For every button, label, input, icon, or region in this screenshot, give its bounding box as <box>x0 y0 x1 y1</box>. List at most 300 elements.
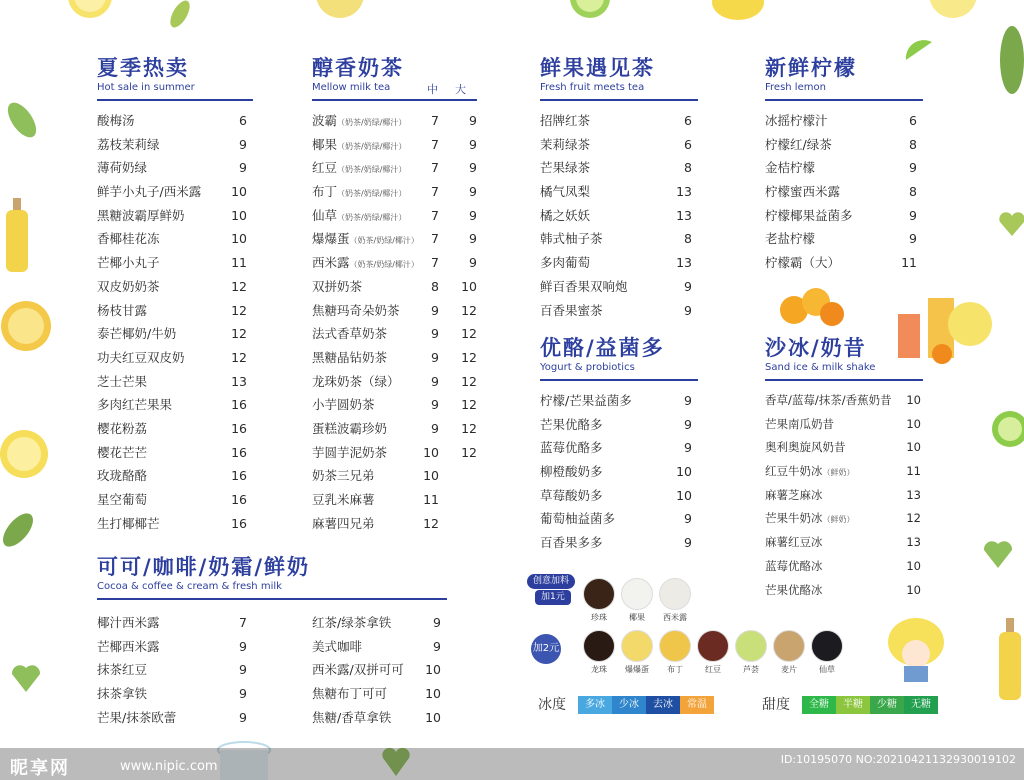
item-name-text: 老盐柠檬 <box>765 231 816 247</box>
item-price: 16 <box>231 444 247 460</box>
item-price: 9 <box>239 160 247 176</box>
topping-name: 爆爆蛋 <box>625 665 649 674</box>
item-name-text: 椰果 <box>312 136 338 152</box>
menu-item <box>97 156 253 180</box>
menu-item <box>312 370 477 394</box>
item-name-text: 龙珠奶茶（绿） <box>312 373 400 389</box>
item-name <box>97 417 147 441</box>
item-name-text: 柠檬红/绿茶 <box>765 136 832 152</box>
section-divider <box>765 379 923 381</box>
lemon-slice-left-2-icon <box>0 428 52 480</box>
watermark-url: www.nipic.com <box>120 759 218 774</box>
item-name-text: 芒果绿茶 <box>540 160 591 176</box>
item-price: 12 <box>231 326 247 342</box>
ice-level-label: 冰度 <box>538 697 566 713</box>
item-price: 8 <box>684 231 692 247</box>
item-name-text: 金桔柠檬 <box>765 160 816 176</box>
section-divider <box>540 99 698 101</box>
item-name <box>97 299 147 323</box>
size-medium-label: 中 <box>427 83 438 96</box>
item-price: 6 <box>684 113 692 128</box>
item-price-medium: 9 <box>431 302 439 318</box>
item-name <box>97 706 176 730</box>
item-price-large: 12 <box>461 420 477 436</box>
item-price: 10 <box>676 464 692 480</box>
item-price-large: 12 <box>461 326 477 342</box>
item-name <box>312 133 406 159</box>
item-price: 10 <box>231 184 247 200</box>
item-price-large: 9 <box>469 231 477 247</box>
item-name <box>97 346 185 370</box>
item-price: 10 <box>425 662 441 678</box>
item-price-large: 12 <box>461 397 477 413</box>
menu-item <box>97 133 253 157</box>
item-name-text: 焦糖/香草拿铁 <box>312 709 392 725</box>
lemon-slice-top-icon <box>300 0 380 20</box>
item-name <box>97 275 160 299</box>
item-price: 9 <box>433 615 441 630</box>
item-price: 8 <box>684 160 692 176</box>
menu-item <box>97 204 253 228</box>
menu-item <box>97 275 253 299</box>
topping-name: 麦片 <box>781 665 797 674</box>
menu-item <box>97 441 253 465</box>
item-price-medium: 9 <box>431 373 439 389</box>
item-price-large: 12 <box>461 349 477 365</box>
item-name <box>540 133 590 157</box>
item-name-text: 多肉红芒果果 <box>97 397 173 413</box>
item-name-text: 芒椰小丸子 <box>97 255 160 271</box>
item-name-text: 焦糖玛奇朵奶茶 <box>312 302 400 318</box>
section-subtitle: Yogurt & probiotics <box>540 362 635 373</box>
item-name-text: 椰汁西米露 <box>97 615 160 630</box>
menu-item <box>312 346 477 370</box>
section-subtitle: Sand ice & milk shake <box>765 362 876 373</box>
menu-item <box>765 227 923 251</box>
topping-item <box>579 578 619 623</box>
menu-item <box>540 109 698 133</box>
item-name <box>765 460 855 485</box>
menu-item <box>765 180 923 204</box>
item-name <box>312 370 400 394</box>
menu-item <box>312 488 477 512</box>
item-price: 10 <box>231 231 247 247</box>
item-name <box>540 484 603 508</box>
menu-item <box>97 488 253 512</box>
menu-item <box>540 389 698 413</box>
item-name <box>765 484 823 508</box>
level-option[interactable]: 无糖 <box>904 696 938 714</box>
topping-item <box>807 630 847 675</box>
item-name <box>97 133 160 157</box>
item-price-medium: 7 <box>431 160 439 176</box>
item-name <box>97 322 176 346</box>
item-price-medium: 9 <box>431 326 439 342</box>
topping-name: 椰果 <box>629 613 645 622</box>
item-name <box>97 180 201 204</box>
menu-item <box>765 251 923 275</box>
menu-item <box>312 682 447 706</box>
menu-list <box>765 109 923 275</box>
menu-item <box>97 109 253 133</box>
item-price: 9 <box>684 416 692 432</box>
item-name <box>540 413 603 437</box>
menu-list-right <box>312 611 447 729</box>
item-price-large: 12 <box>461 373 477 389</box>
item-name-text: 酸梅汤 <box>97 113 135 128</box>
item-name <box>765 251 840 275</box>
topping-image <box>621 578 653 610</box>
sugar-level-label: 甜度 <box>762 697 790 713</box>
menu-item <box>97 682 253 706</box>
menu-item <box>312 611 447 635</box>
menu-item <box>540 180 698 204</box>
lime-slice-top-icon <box>565 0 615 22</box>
menu-list <box>312 109 477 535</box>
level-option[interactable]: 半糖 <box>836 696 870 714</box>
item-name <box>312 441 387 465</box>
item-price-medium: 8 <box>431 278 439 294</box>
item-name <box>765 436 846 460</box>
menu-item <box>97 370 253 394</box>
item-price-medium: 10 <box>423 468 439 484</box>
item-name-text: 薄荷奶绿 <box>97 160 148 176</box>
item-price-large: 12 <box>461 302 477 318</box>
item-name-text: 功夫红豆双皮奶 <box>97 349 185 365</box>
item-name-text: 奥利奥旋风奶昔 <box>765 440 846 455</box>
item-name-text: 樱花粉荔 <box>97 420 148 436</box>
item-price: 9 <box>239 638 247 654</box>
item-note: （奶茶/奶绿/椰汁） <box>349 260 419 270</box>
item-name-text: 蛋糕波霸珍奶 <box>312 420 388 436</box>
menu-item <box>765 531 923 555</box>
item-price: 10 <box>906 416 921 431</box>
item-price: 6 <box>909 113 917 128</box>
item-price-large: 10 <box>461 278 477 294</box>
menu-item <box>540 251 698 275</box>
item-name <box>540 389 632 413</box>
item-price-medium: 10 <box>423 444 439 460</box>
item-price: 9 <box>684 278 692 294</box>
item-price: 12 <box>906 511 921 526</box>
item-name-text: 爆爆蛋 <box>312 231 350 247</box>
heart-leaf-left-icon <box>8 660 44 694</box>
leaf-top-icon <box>160 0 200 34</box>
item-name <box>540 109 590 133</box>
section-summer <box>97 55 253 535</box>
menu-item <box>312 393 477 417</box>
item-price: 9 <box>239 709 247 725</box>
ice-level-selector <box>538 694 718 716</box>
item-note: （奶茶/奶绿/椰汁） <box>337 212 407 222</box>
menu-item <box>97 658 253 682</box>
item-name-text: 柠檬蜜西米露 <box>765 184 841 200</box>
menu-item <box>540 436 698 460</box>
item-name <box>312 658 404 682</box>
menu-item <box>540 531 698 555</box>
addons-tag: 创意加料 <box>527 574 575 589</box>
item-name <box>540 227 603 251</box>
menu-item <box>765 436 923 460</box>
item-name-text: 冰摇柠檬汁 <box>765 113 828 128</box>
section-cocoa <box>97 554 447 600</box>
item-name <box>540 531 603 555</box>
topping-name: 布丁 <box>667 665 683 674</box>
menu-item <box>97 611 253 635</box>
topping-image <box>583 630 615 662</box>
juice-bottle-right-icon <box>996 618 1024 702</box>
item-name-text: 双拼奶茶 <box>312 278 363 294</box>
item-price: 7 <box>239 615 247 630</box>
level-option[interactable]: 多冰 <box>578 696 612 714</box>
menu-item <box>97 417 253 441</box>
lemon-top-icon <box>708 0 768 26</box>
item-price: 13 <box>676 184 692 200</box>
sugar-level-selector <box>762 694 942 716</box>
menu-list <box>540 109 698 322</box>
item-price-medium: 7 <box>431 231 439 247</box>
item-price-large: 9 <box>469 255 477 271</box>
item-price-medium: 9 <box>431 349 439 365</box>
item-note: （奶茶/奶绿/椰汁） <box>349 236 419 246</box>
item-name-text: 荔枝茉莉绿 <box>97 136 160 152</box>
topping-name: 龙珠 <box>591 665 607 674</box>
item-note: （鲜奶） <box>822 468 855 478</box>
item-note: （奶茶/奶绿/椰汁） <box>337 141 407 151</box>
menu-item <box>312 322 477 346</box>
item-name <box>312 322 387 346</box>
item-price: 10 <box>676 487 692 503</box>
item-name-text: 杨枝甘露 <box>97 302 148 318</box>
item-name-text: 韩式柚子茶 <box>540 231 603 247</box>
menu-item <box>540 204 698 228</box>
addons-tier2-label: 加2元 <box>531 634 561 664</box>
item-name-text: 美式咖啡 <box>312 638 363 654</box>
item-name-text: 葡萄柚益菌多 <box>540 511 616 527</box>
juice-bottle-left-icon <box>2 198 32 276</box>
item-price: 10 <box>906 393 921 407</box>
menu-item <box>540 299 698 323</box>
menu-item <box>97 251 253 275</box>
item-price: 13 <box>231 373 247 389</box>
item-name <box>97 464 147 488</box>
watermark-logo: 昵享网 <box>10 758 70 779</box>
item-name-text: 鲜芋小丸子/西米露 <box>97 184 202 200</box>
item-name <box>540 275 628 299</box>
item-price-large: 9 <box>469 184 477 200</box>
item-name <box>765 180 840 204</box>
item-name-text: 星空葡萄 <box>97 492 148 507</box>
menu-item <box>312 109 477 133</box>
menu-item <box>312 227 477 251</box>
topping-image <box>811 630 843 662</box>
addons-tier1-label: 加1元 <box>535 590 571 605</box>
menu-item <box>765 460 923 484</box>
heart-leaf-right-icon <box>980 536 1016 570</box>
topping-item <box>655 578 695 623</box>
item-price: 10 <box>906 582 921 597</box>
item-name <box>97 441 147 465</box>
item-price: 13 <box>906 487 921 502</box>
item-name <box>540 204 590 228</box>
item-name-text: 抹茶拿铁 <box>97 686 148 702</box>
item-name-text: 草莓酸奶多 <box>540 487 603 503</box>
item-name <box>312 417 387 441</box>
section-subtitle: Hot sale in summer <box>97 82 195 93</box>
item-name <box>312 635 362 659</box>
topping-name: 西米露 <box>663 613 687 622</box>
item-name-text: 奶茶三兄弟 <box>312 468 375 484</box>
item-name-text: 樱花芒芒 <box>97 444 148 460</box>
item-name-text: 布丁 <box>312 184 338 200</box>
item-price: 16 <box>231 468 247 484</box>
level-option[interactable]: 去冰 <box>646 696 680 714</box>
section-title: 醇香奶茶 <box>312 55 404 80</box>
menu-list <box>540 389 698 555</box>
item-name-text: 双皮奶奶茶 <box>97 278 160 294</box>
item-name-text: 芒果/抹茶欧蕾 <box>97 709 177 725</box>
level-option[interactable]: 少糖 <box>870 696 904 714</box>
menu-item <box>765 156 923 180</box>
topping-image <box>621 630 653 662</box>
item-name <box>97 370 147 394</box>
menu-item <box>765 133 923 157</box>
item-name-text: 法式香草奶茶 <box>312 326 388 342</box>
lemon-character-icon <box>880 612 952 684</box>
section-subtitle: Fresh lemon <box>765 82 826 93</box>
item-name <box>765 389 892 413</box>
item-name-text: 泰芒椰奶/牛奶 <box>97 326 177 342</box>
topping-image <box>659 630 691 662</box>
item-name-text: 芝士芒果 <box>97 373 148 389</box>
menu-item <box>97 180 253 204</box>
topping-name: 红豆 <box>705 665 721 674</box>
menu-item <box>540 413 698 437</box>
item-name <box>312 393 375 417</box>
menu-item <box>540 227 698 251</box>
item-name-text: 柠檬霸（大） <box>765 255 841 271</box>
item-name <box>97 658 147 682</box>
menu-item <box>97 299 253 323</box>
menu-item <box>540 156 698 180</box>
item-name-text: 焦糖布丁可可 <box>312 686 388 702</box>
item-price: 11 <box>906 464 921 479</box>
topping-item <box>693 630 733 675</box>
item-name-text: 蓝莓优酪多 <box>540 440 603 456</box>
item-price: 9 <box>684 302 692 318</box>
item-price-large: 9 <box>469 160 477 176</box>
item-price: 10 <box>425 709 441 725</box>
menu-list-left <box>97 611 253 729</box>
item-name-text: 多肉葡萄 <box>540 255 591 271</box>
item-note: （鲜奶） <box>822 515 855 525</box>
item-price: 9 <box>239 136 247 152</box>
item-price: 6 <box>684 136 692 152</box>
item-price: 9 <box>684 393 692 408</box>
item-price: 12 <box>231 278 247 294</box>
item-name <box>97 393 172 417</box>
menu-item <box>312 156 477 180</box>
topping-item <box>731 630 771 675</box>
item-price-large: 9 <box>469 207 477 223</box>
topping-item <box>769 630 809 675</box>
item-price: 9 <box>909 207 917 223</box>
item-name <box>97 512 160 536</box>
item-price: 9 <box>239 662 247 678</box>
menu-item <box>540 275 698 299</box>
item-name <box>312 109 406 135</box>
item-name-text: 西米露/双拼可可 <box>312 662 404 678</box>
menu-item <box>765 484 923 508</box>
item-name-text: 茉莉绿茶 <box>540 136 591 152</box>
item-name <box>765 109 828 133</box>
item-name <box>765 413 834 437</box>
menu-item <box>312 180 477 204</box>
topping-name: 仙草 <box>819 665 835 674</box>
item-name-text: 麻薯红豆冰 <box>765 535 823 550</box>
item-name <box>540 507 615 531</box>
item-name <box>765 156 815 180</box>
menu-item <box>97 464 253 488</box>
menu-item <box>97 393 253 417</box>
item-name <box>312 706 391 730</box>
item-price-medium: 7 <box>431 113 439 128</box>
menu-item <box>765 413 923 437</box>
item-name <box>312 299 400 323</box>
item-name <box>540 251 590 275</box>
item-price: 10 <box>906 558 921 573</box>
level-option[interactable]: 常温 <box>680 696 714 714</box>
menu-list <box>97 109 253 535</box>
menu-list <box>765 389 923 602</box>
level-option[interactable]: 全糖 <box>802 696 836 714</box>
item-name-text: 黑糖晶钻奶茶 <box>312 349 388 365</box>
item-note: （奶茶/奶绿/椰汁） <box>337 189 407 199</box>
section-shake <box>765 335 923 602</box>
section-divider <box>765 99 923 101</box>
item-price: 16 <box>231 515 247 531</box>
section-title: 优酪/益菌多 <box>540 335 665 360</box>
item-name-text: 红豆牛奶冰 <box>765 464 823 479</box>
menu-item <box>312 706 447 730</box>
level-option[interactable]: 少冰 <box>612 696 646 714</box>
item-name <box>540 156 590 180</box>
section-title: 鲜果遇见茶 <box>540 55 655 80</box>
item-price-medium: 12 <box>423 515 439 531</box>
item-price: 13 <box>906 535 921 550</box>
item-name <box>97 682 147 706</box>
menu-item <box>312 133 477 157</box>
item-price: 11 <box>231 255 247 271</box>
item-name <box>97 635 160 659</box>
section-title: 新鲜柠檬 <box>765 55 857 80</box>
item-name <box>97 204 185 228</box>
item-name <box>765 531 823 555</box>
item-price: 8 <box>909 184 917 200</box>
menu-item <box>765 204 923 228</box>
section-divider <box>97 598 447 600</box>
item-price: 8 <box>909 136 917 152</box>
leaf-left-icon <box>2 98 42 144</box>
lime-slice-right-2-icon <box>990 404 1024 454</box>
menu-item <box>765 507 923 531</box>
menu-item <box>540 484 698 508</box>
item-price: 9 <box>433 638 441 654</box>
topping-item <box>617 630 657 675</box>
item-price-medium: 9 <box>431 397 439 413</box>
section-yogurt <box>540 335 698 555</box>
item-name <box>312 275 362 299</box>
